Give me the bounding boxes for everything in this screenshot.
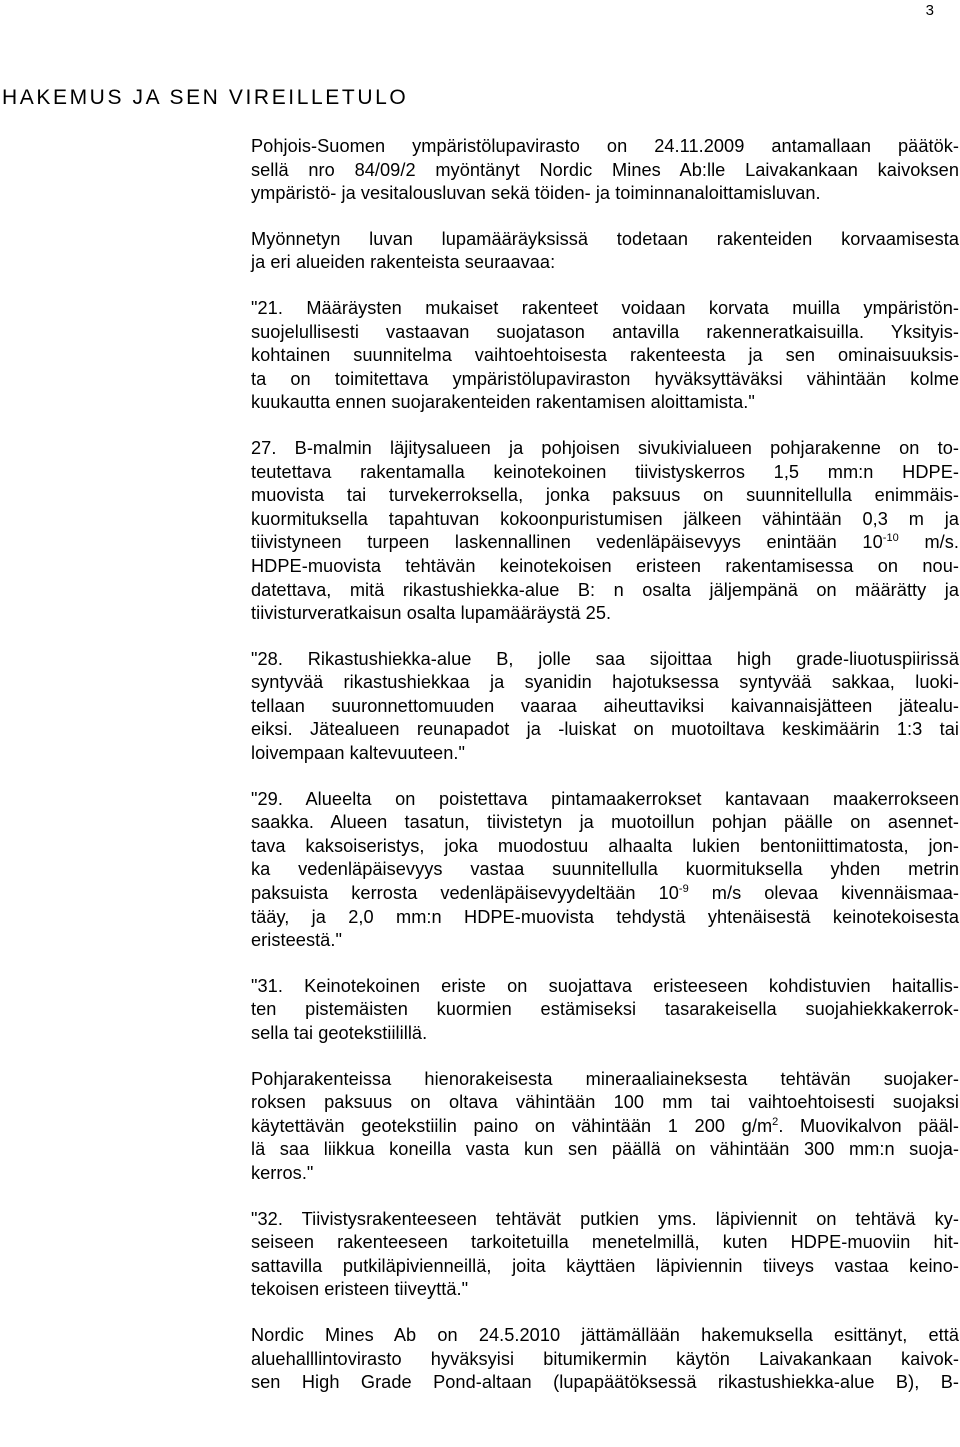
text-line: Pohjarakenteissa hienorakeisesta mineraaliaineksesta tehtävän suojaker- (251, 1068, 959, 1089)
text-line: eristeestä." (251, 930, 342, 951)
text-line: Pohjois-Suomen ympäristölupavirasto on 24.11.2009 antamallaan päätök- (251, 136, 959, 156)
text-line: loivempaan kaltevuuteen." (251, 743, 465, 764)
text-line: tava kaksoiseristys, joka muodostuu alhaalta lukien bentoniittimatosta, jon- (251, 835, 959, 856)
text-line: ten pistemäisten kuormien estämiseksi tasarakeisella suojahiekkakerrok- (251, 999, 959, 1020)
paragraph-condition-21 (251, 297, 959, 415)
text-line: Nordic Mines Ab on 24.5.2010 jättämällään hakemuksella esittänyt, että (251, 1324, 959, 1345)
exponent: 2 (772, 1115, 779, 1128)
page-number: 3 (925, 2, 934, 19)
text-line: lä saa liikkua koneilla vasta kun sen päällä on vähintään 300 mm:n suoja- (251, 1139, 959, 1160)
text-line: tiivisturveratkaisun osalta lupamääräystä 25. (251, 603, 612, 624)
paragraph-condition-28 (251, 648, 959, 766)
paragraph-application (251, 1324, 959, 1395)
text-line: kuormituksella tapahtuvan kokoonpuristumisen jälkeen vähintään 0,3 m ja (251, 508, 959, 529)
paragraph-condition-27 (251, 437, 959, 626)
text-line: "29. Alueelta on poistettava pintamaakerrokset kantavaan maakerrokseen (251, 788, 959, 809)
text-line: ta on toimitettava ympäristölupaviraston hyväksyttäväksi vähintään kolme (251, 368, 959, 389)
text-line: sattavilla putkiläpivienneillä, joita käyttäen läpiviennin tiiveys vastaa keino- (251, 1255, 959, 1276)
paragraph-permit-conditions (251, 228, 959, 275)
paragraph-condition-31 (251, 975, 959, 1046)
text-line: syntyvää rikastushiekkaa ja syanidin hajotuksessa syntyvää sakkaa, luoki- (251, 672, 959, 693)
text-line: sen High Grade Pond-altaan (lupapäätöksessä rikastushiekka-alue B), B- (251, 1372, 959, 1393)
text-fragment: m/s. (898, 532, 960, 553)
exponent: -9 (678, 883, 689, 896)
text-line: HDPE-muovista tehtävän keinotekoisen eristeen rakentamisessa on nou- (251, 555, 959, 576)
text-line: Myönnetyn luvan lupamääräyksissä todetaan rakenteiden korvaamisesta (251, 228, 959, 249)
paragraph-condition-32 (251, 1208, 959, 1302)
text-line (251, 906, 959, 930)
text-line: eiksi. Jätealueen reunapadot ja -luiskat on muotoiltava keskimäärin 1:3 tai (251, 719, 959, 740)
paragraph-condition-29 (251, 788, 959, 953)
text-line: kerros." (251, 1162, 314, 1183)
text-fragment: käytettävän geotekstiilin paino on vähintään 1 200 g/m (251, 1115, 773, 1136)
text-line: sellä nro 84/09/2 myöntänyt Nordic Mines Ab:lle Laivakankaan kaivoksen (251, 159, 959, 180)
text-line: "21. Määräysten mukaiset rakenteet voidaan korvata muilla ympäristön- (251, 297, 959, 318)
text-line: seiseen rakenteeseen tarkoitetuilla menetelmillä, kuten HDPE-muoviin hit- (251, 1232, 959, 1253)
text-line: "31. Keinotekoinen eriste on suojattava eristeeseen kohdistuvien haitallis- (251, 975, 959, 996)
text-line: 27. B-malmin läjitysalueen ja pohjoisen sivukivialueen pohjarakenne on to- (251, 437, 959, 458)
text-fragment: . Muovikalvon pääl- (778, 1115, 959, 1136)
text-line: ympäristö- ja vesitalousluvan sekä töiden- ja toiminnanaloittamisluvan. (251, 183, 821, 204)
text-line: tekoisen eristeen tiiveyttä." (251, 1279, 469, 1300)
text-line: teutettava rakentamalla keinotekoinen tiivistyskerros 1,5 mm:n HDPE- (251, 461, 959, 482)
text-line: "32. Tiivistysrakenteeseen tehtävät putkien yms. läpiviennit on tehtävä ky- (251, 1208, 959, 1229)
section-heading: HAKEMUS JA SEN VIREILLETULO (2, 86, 409, 109)
text-line (251, 531, 959, 555)
text-line: muovista tai turvekerroksella, jonka paksuus on suunnitellulla enimmäis- (251, 485, 959, 506)
text-line (251, 882, 959, 906)
paragraph-intro (251, 135, 959, 206)
text-line: ka vedenläpäisevyys vastaa suunnitellulla kuormituksella yhden metrin (251, 859, 959, 880)
text-line: datettava, mitä rikastushiekka-alue B: n osalta jäljempänä on määrätty ja (251, 579, 959, 600)
text-fragment: tiivistyneen turpeen laskennallinen vedenläpäisevyys enintään 10 (251, 532, 883, 553)
text-line: sella tai geotekstiilillä. (251, 1023, 428, 1043)
text-line: suojelullisesti vastaavan suojatason antavilla rakenneratkaisuilla. Yksityis- (251, 321, 959, 342)
text-fragment: m/s olevaa kivennäismaa- (688, 883, 959, 904)
document-body (251, 135, 959, 1417)
exponent: -10 (882, 532, 899, 545)
text-line: roksen paksuus on oltava vähintään 100 mm tai vaihtoehtoisesti suojaksi (251, 1092, 959, 1113)
text-fragment: tä (251, 906, 267, 927)
text-fragment: äy, ja 2,0 mm:n HDPE-muovista tehdystä yhtenäisestä keinotekoisesta (266, 906, 959, 927)
text-line: "28. Rikastushiekka-alue B, jolle saa sijoittaa high grade-liuotuspiirissä (251, 648, 959, 669)
paragraph-protective-layer (251, 1068, 959, 1186)
text-line (251, 1115, 959, 1139)
text-line: ja eri alueiden rakenteista seuraavaa: (251, 252, 556, 273)
text-line: kuukautta ennen suojarakenteiden rakentamisen aloittamista." (251, 392, 755, 413)
text-line: kohtainen suunnitelma vaihtoehtoisesta rakenteesta ja sen ominaisuuksis- (251, 345, 959, 366)
text-line: saakka. Alueen tasatun, tiivistetyn ja muotoillun pohjan päälle on asennet- (251, 812, 959, 833)
text-line: tellaan suuronnettomuuden vaaraa aiheuttaviksi kaivannaisjätteen jätealu- (251, 695, 959, 716)
text-line: aluehalllintovirasto hyväksyisi bitumikermin käytön Laivakankaan kaivok- (251, 1348, 959, 1369)
text-fragment: paksuista kerrosta vedenläpäisevyydeltään 10 (251, 883, 679, 904)
